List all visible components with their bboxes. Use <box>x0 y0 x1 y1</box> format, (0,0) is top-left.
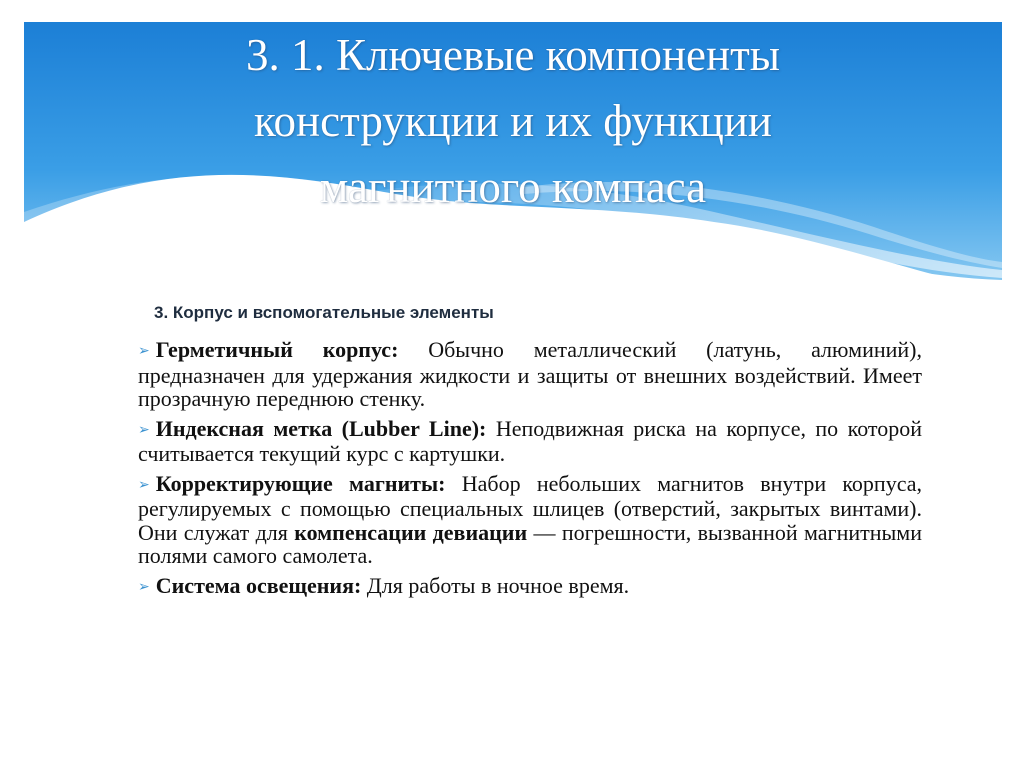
title-line-2: конструкции и их функции <box>253 96 772 146</box>
list-item <box>138 417 922 466</box>
arrowhead-icon: ➢ <box>138 476 150 493</box>
item-text: Обычно металлический (латунь, алюминий), предназначен для удержания жидкости и защиты от внешних воздействий. Имеет прозрачную переднюю стенку. <box>138 337 922 411</box>
title-line-1: 3. 1. Ключевые компоненты <box>245 30 780 80</box>
title-line-3: магнитного компаса <box>319 162 707 212</box>
arrowhead-icon: ➢ <box>138 421 150 438</box>
slide <box>24 22 1002 757</box>
item-text: Неподвижная риска на корпусе, по которой считывается текущий курс с картушки. <box>138 415 922 466</box>
item-text: Для работы в ночное время. <box>361 572 630 598</box>
list-item <box>138 338 922 411</box>
list-item <box>138 472 922 568</box>
item-text: Набор небольших магнитов внутри корпуса, регулируемых с помощью специальных шлицев (отверстий, закрытых винтами). Они служат для <box>138 470 922 545</box>
bullet-list <box>138 338 922 605</box>
arrowhead-icon: ➢ <box>138 343 150 359</box>
list-item <box>138 574 922 600</box>
item-term: Герметичный корпус: <box>155 337 399 362</box>
item-term: Корректирующие магниты: <box>155 470 446 496</box>
section-subheading: 3. Корпус и вспомогательные элементы <box>154 303 494 322</box>
slide-title <box>54 22 972 220</box>
item-term: Система освещения: <box>155 572 362 598</box>
item-emphasis: компенсации девиации <box>294 519 528 545</box>
arrowhead-icon: ➢ <box>138 578 150 595</box>
item-term: Индексная метка (Lubber Line): <box>155 415 487 441</box>
item-text: — погрешности, вызванной магнитными полями самого самолета. <box>138 519 922 568</box>
